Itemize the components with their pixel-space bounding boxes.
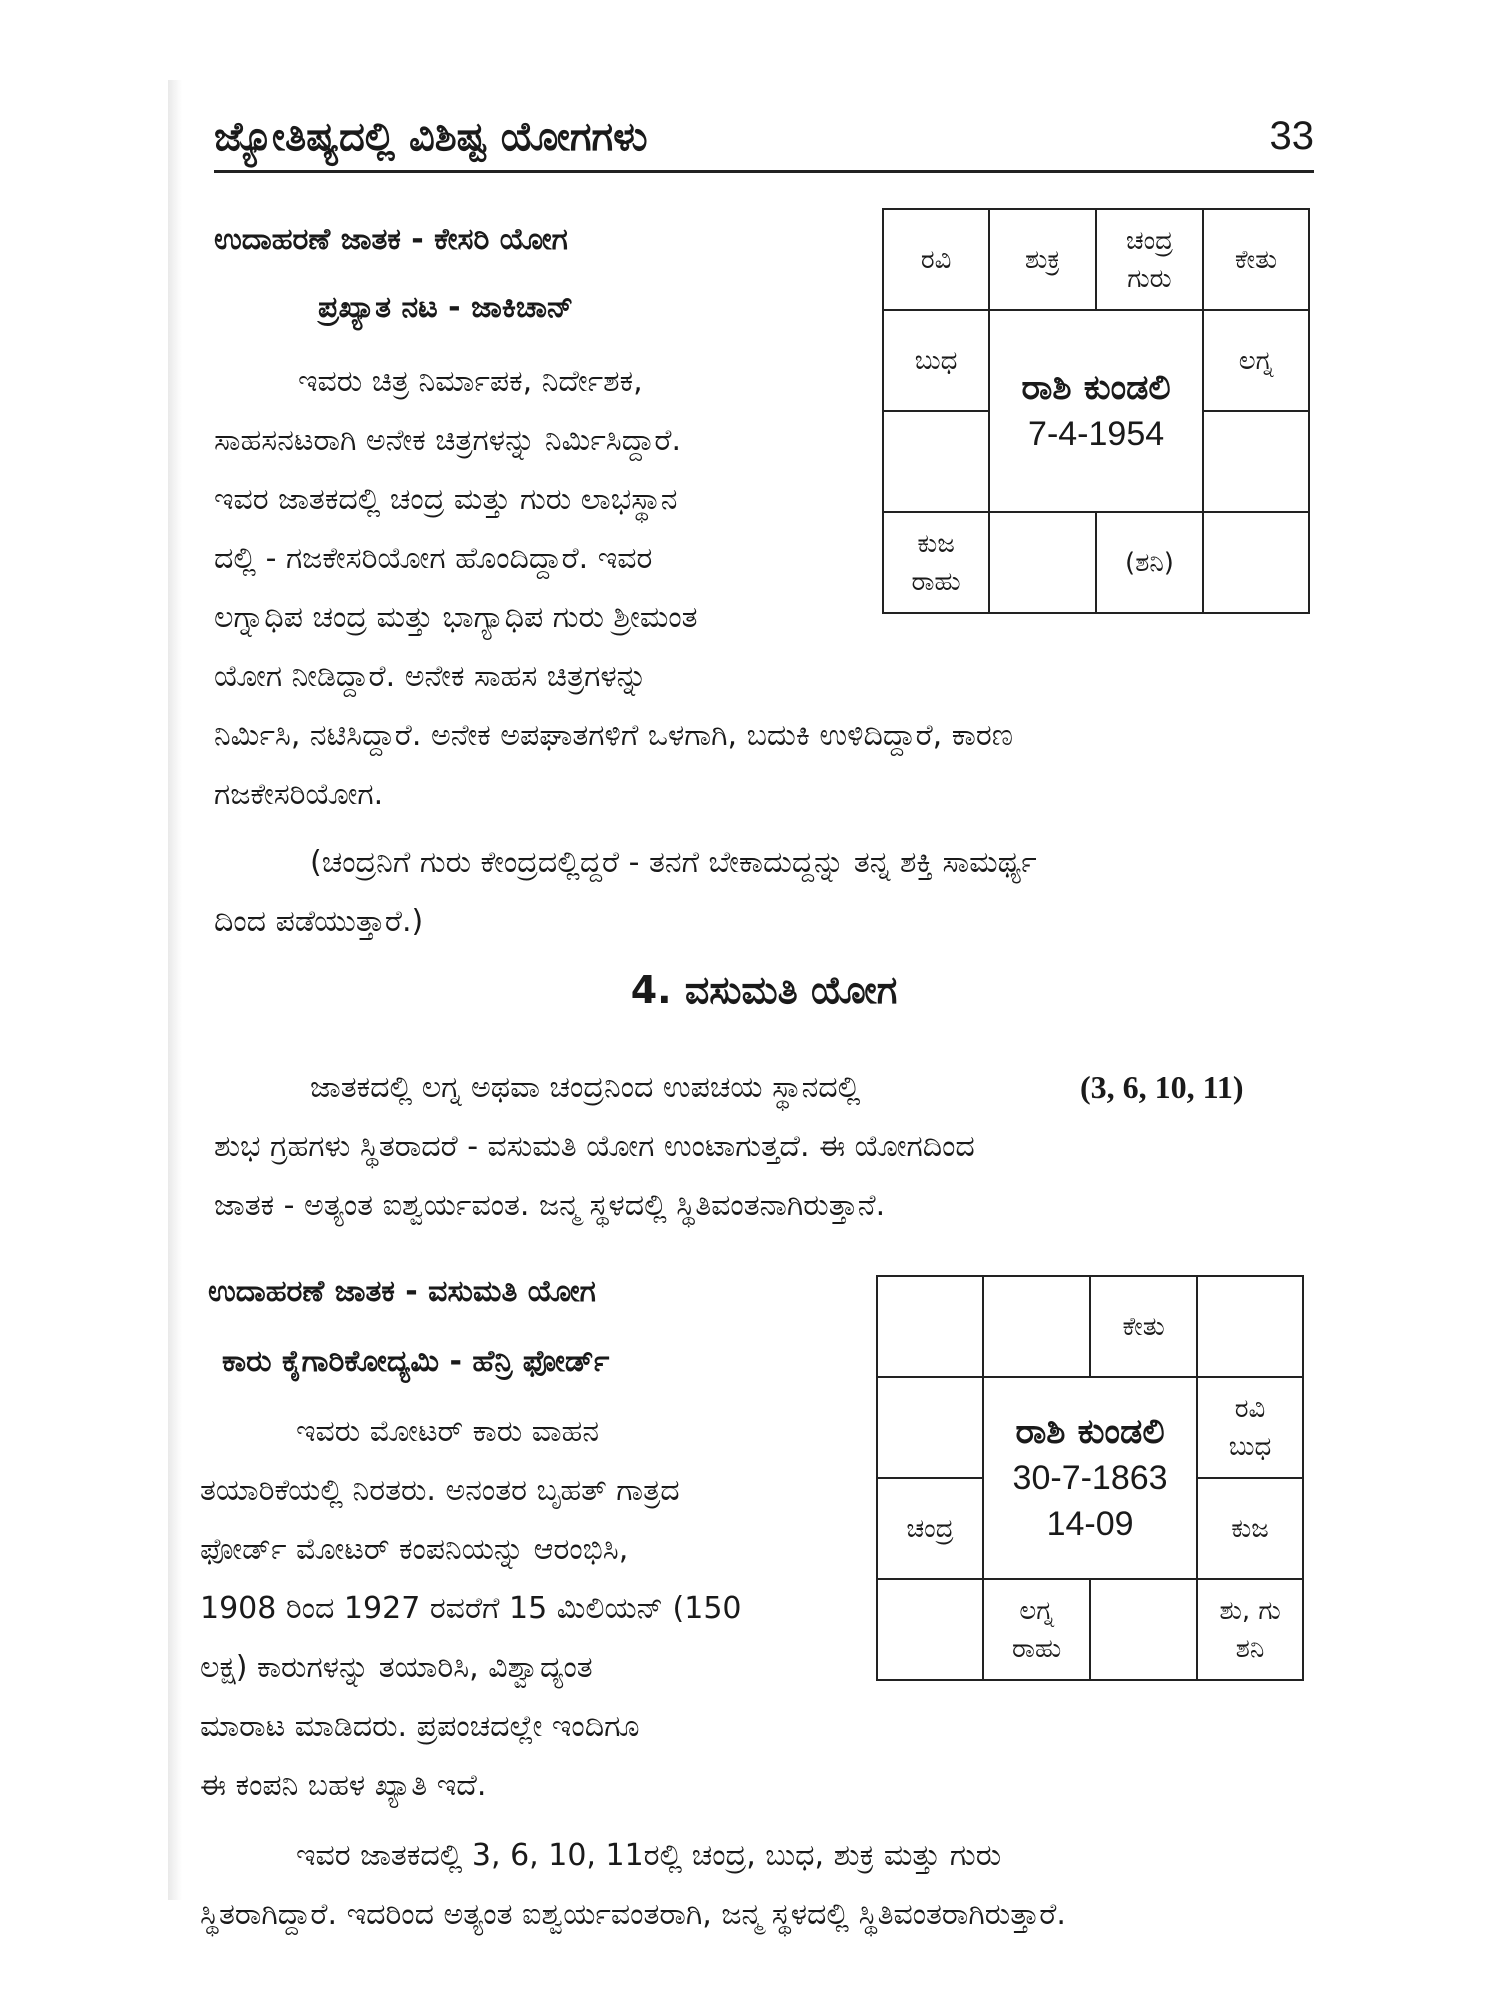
paragraph-line: ಮಾರಾಟ ಮಾಡಿದರು. ಪ್ರಪಂಚದಲ್ಲೇ ಇಂದಿಗೂ bbox=[200, 1709, 640, 1744]
chart-center-time: 14-09 bbox=[1046, 1505, 1134, 1543]
rashi-kundali-chart-1 bbox=[882, 208, 1310, 614]
paragraph-line: ಲಗ್ನಾಧಿಪ ಚಂದ್ರ ಮತ್ತು ಭಾಗ್ಯಾಧಿಪ ಗುರು ಶ್ರೀಮಂತ bbox=[214, 600, 698, 635]
paragraph-line: ಜಾತಕ - ಅತ್ಯಂತ ಐಶ್ವರ್ಯವಂತ. ಜನ್ಮ ಸ್ಥಳದಲ್ಲಿ ಸ್ಥಿತಿವಂತನಾಗಿರುತ್ತಾನೆ. bbox=[214, 1188, 886, 1223]
paragraph-line: (3, 6, 10, 11) bbox=[1080, 1069, 1244, 1105]
chart-cell-line: ಶನಿ bbox=[1235, 1633, 1265, 1664]
example2-subheading: ಕಾರು ಕೈಗಾರಿಕೋದ್ಯಮಿ - ಹೆನ್ರಿ ಫೋರ್ಡ್ bbox=[222, 1344, 610, 1379]
chart-cell: ಕುಜ bbox=[1197, 1478, 1303, 1579]
chart-cell-line: ಶು, ಗು bbox=[1219, 1595, 1281, 1626]
chart-cell bbox=[1197, 1377, 1303, 1478]
chart-cell: ಲಗ್ನ bbox=[1203, 310, 1309, 411]
paragraph-line: ಸಾಹಸನಟರಾಗಿ ಅನೇಕ ಚಿತ್ರಗಳನ್ನು ನಿರ್ಮಿಸಿದ್ದಾರೆ. bbox=[214, 423, 682, 458]
chart-cell: ರವಿ bbox=[883, 209, 989, 310]
note-line: ದಿಂದ ಪಡೆಯುತ್ತಾರೆ.) bbox=[214, 904, 424, 939]
chart-cell bbox=[1096, 209, 1203, 310]
chart-cell-line: ಬುಧ bbox=[1228, 1431, 1272, 1462]
rashi-kundali-chart-2 bbox=[876, 1275, 1304, 1681]
note-line: (ಚಂದ್ರನಿಗೆ ಗುರು ಕೇಂದ್ರದಲ್ಲಿದ್ದರೆ - ತನಗೆ ಬೇಕಾದುದ್ದನ್ನು ತನ್ನ ಶಕ್ತಿ ಸಾಮರ್ಥ್ಯ bbox=[310, 845, 1037, 880]
paragraph-line: ಇವರು ಮೋಟರ್ ಕಾರು ವಾಹನ bbox=[296, 1414, 600, 1449]
chart-cell bbox=[983, 1579, 1090, 1680]
paragraph-line: ಸ್ಥಿತರಾಗಿದ್ದಾರೆ. ಇದರಿಂದ ಅತ್ಯಂತ ಐಶ್ವರ್ಯವಂತರಾಗಿ, ಜನ್ಮ ಸ್ಥಳದಲ್ಲಿ ಸ್ಥಿತಿವಂತರಾಗಿರುತ್ತಾರೆ. bbox=[200, 1897, 1066, 1932]
chart-cell bbox=[883, 411, 989, 512]
paragraph-line: 1908 ರಿಂದ 1927 ರವರೆಗೆ 15 ಮಿಲಿಯನ್ (150 bbox=[200, 1591, 742, 1626]
chart-cell: ಬುಧ bbox=[883, 310, 989, 411]
chart-cell-line: ಗುರು bbox=[1127, 263, 1172, 294]
paragraph-line: ಈ ಕಂಪನಿ ಬಹಳ ಖ್ಯಾತಿ ಇದೆ. bbox=[200, 1768, 487, 1803]
chart-cell bbox=[983, 1276, 1090, 1377]
paragraph-line: ಇವರ ಜಾತಕದಲ್ಲಿ 3, 6, 10, 11ರಲ್ಲಿ ಚಂದ್ರ, ಬುಧ, ಶುಕ್ರ ಮತ್ತು ಗುರು bbox=[296, 1838, 1002, 1873]
chart-cell-line: ರವಿ bbox=[1234, 1393, 1266, 1424]
chart-cell bbox=[1203, 411, 1309, 512]
example1-heading: ಉದಾಹರಣೆ ಜಾತಕ - ಕೇಸರಿ ಯೋಗ bbox=[214, 222, 568, 257]
paragraph-line: ಲಕ್ಷ) ಕಾರುಗಳನ್ನು ತಯಾರಿಸಿ, ವಿಶ್ವಾದ್ಯಂತ bbox=[200, 1650, 593, 1685]
example1-subheading: ಪ್ರಖ್ಯಾತ ನಟ - ಜಾಕಿಚಾನ್ bbox=[318, 290, 574, 325]
chart-cell bbox=[1203, 512, 1309, 613]
chart-cell bbox=[877, 1276, 983, 1377]
section-title: 4. ವಸುಮತಿ ಯೋಗ bbox=[630, 968, 898, 1012]
paragraph-line: ತಯಾರಿಕೆಯಲ್ಲಿ ನಿರತರು. ಅನಂತರ ಬೃಹತ್ ಗಾತ್ರದ bbox=[200, 1473, 680, 1508]
chart-cell-line: ಕುಜ bbox=[917, 528, 955, 559]
paragraph-line: ಯೋಗ ನೀಡಿದ್ದಾರೆ. ಅನೇಕ ಸಾಹಸ ಚಿತ್ರಗಳನ್ನು bbox=[214, 659, 647, 694]
paragraph-line: ದಲ್ಲಿ - ಗಜಕೇಸರಿಯೋಗ ಹೊಂದಿದ್ದಾರೆ. ಇವರ bbox=[214, 541, 653, 576]
chart-center-date: 7-4-1954 bbox=[1028, 415, 1165, 453]
paragraph-line: ಜಾತಕದಲ್ಲಿ ಲಗ್ನ ಅಥವಾ ಚಂದ್ರನಿಂದ ಉಪಚಯ ಸ್ಥಾನದಲ್ಲಿ bbox=[310, 1070, 861, 1105]
chart-center bbox=[989, 310, 1203, 512]
chart-cell bbox=[1197, 1276, 1303, 1377]
running-title: ಜ್ಯೋತಿಷ್ಯದಲ್ಲಿ ವಿಶಿಷ್ಟ ಯೋಗಗಳು bbox=[214, 114, 648, 160]
paragraph-line: ಗಜಕೇಸರಿಯೋಗ. bbox=[214, 777, 384, 812]
chart-cell: ಕೇತು bbox=[1203, 209, 1309, 310]
chart-cell: ಶುಕ್ರ bbox=[989, 209, 1096, 310]
chart-cell-line: ಚಂದ್ರ bbox=[1125, 225, 1174, 256]
chart-cell: ಕೇತು bbox=[1090, 1276, 1197, 1377]
chart-cell bbox=[989, 512, 1096, 613]
chart-cell: ಚಂದ್ರ bbox=[877, 1478, 983, 1579]
paragraph-line: ಇವರ ಜಾತಕದಲ್ಲಿ ಚಂದ್ರ ಮತ್ತು ಗುರು ಲಾಭಸ್ಥಾನ bbox=[214, 482, 678, 517]
chart-center-title: ರಾಶಿ ಕುಂಡಲಿ bbox=[1015, 1412, 1165, 1452]
page-number: 33 bbox=[1269, 114, 1314, 158]
example2-heading: ಉದಾಹರಣೆ ಜಾತಕ - ವಸುಮತಿ ಯೋಗ bbox=[208, 1274, 596, 1309]
chart-cell bbox=[883, 512, 989, 613]
chart-cell: (ಶನಿ) bbox=[1096, 512, 1203, 613]
paragraph-line: ಫೋರ್ಡ್ ಮೋಟರ್ ಕಂಪನಿಯನ್ನು ಆರಂಭಿಸಿ, bbox=[200, 1532, 629, 1567]
chart-cell bbox=[877, 1377, 983, 1478]
page-edge-shadow bbox=[168, 80, 182, 1900]
paragraph-line: ಇವರು ಚಿತ್ರ ನಿರ್ಮಾಪಕ, ನಿರ್ದೇಶಕ, bbox=[298, 364, 643, 399]
chart-cell bbox=[1197, 1579, 1303, 1680]
chart-center-title: ರಾಶಿ ಕುಂಡಲಿ bbox=[1021, 368, 1171, 408]
chart-center bbox=[983, 1377, 1197, 1579]
chart-cell bbox=[877, 1579, 983, 1680]
paragraph-line: ಶುಭ ಗ್ರಹಗಳು ಸ್ಥಿತರಾದರೆ - ವಸುಮತಿ ಯೋಗ ಉಂಟಾಗುತ್ತದೆ. ಈ ಯೋಗದಿಂದ bbox=[214, 1129, 975, 1164]
paragraph-line: ನಿರ್ಮಿಸಿ, ನಟಿಸಿದ್ದಾರೆ. ಅನೇಕ ಅಪಘಾತಗಳಿಗೆ ಒಳಗಾಗಿ, ಬದುಕಿ ಉಳಿದಿದ್ದಾರೆ, ಕಾರಣ bbox=[214, 718, 1013, 753]
chart-cell-line: ಲಗ್ನ bbox=[1019, 1595, 1054, 1626]
chart-cell bbox=[1090, 1579, 1197, 1680]
chart-cell-line: ರಾಹು bbox=[1012, 1633, 1062, 1664]
chart-center-date: 30-7-1863 bbox=[1012, 1459, 1168, 1497]
page-header bbox=[214, 110, 1314, 173]
chart-cell-line: ರಾಹು bbox=[911, 566, 961, 597]
